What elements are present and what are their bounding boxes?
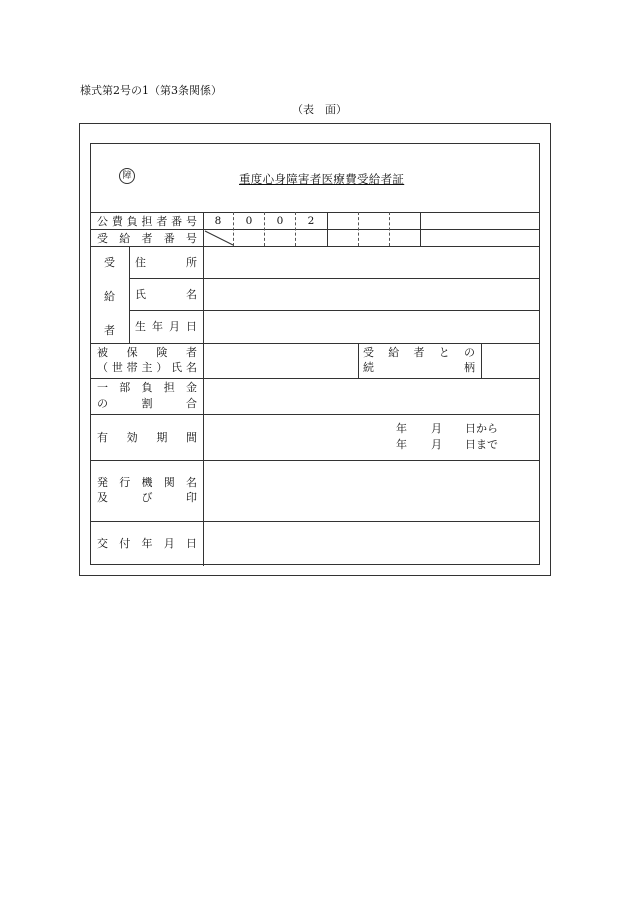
benefit-certificate-card [90,143,540,565]
validity-from-day: 日から [465,422,498,435]
copay-label: 一 部 負 担 金 [97,381,197,394]
divider [91,343,539,344]
digit-separator [327,212,328,246]
divider [91,460,539,461]
number-end-divider [420,212,421,246]
address-label: 住 所 [135,256,197,269]
divider [91,246,539,247]
blank-slash [204,230,234,246]
payer-digit: 0 [276,215,284,227]
payer-number-label: 公 費 負 担 者 番 号 [97,215,197,228]
payer-digit: 8 [214,215,222,227]
issuer-label-sub: 及 び 印 [97,491,197,504]
digit-separator [358,212,359,246]
disability-seal-icon: 障 [119,168,135,184]
divider [91,414,539,415]
validity-from-month: 月 [431,422,442,435]
divider [91,378,539,379]
recipient-group-char: 者 [104,324,115,337]
payer-digit: 2 [307,215,315,227]
recipient-number-label: 受 給 者 番 号 [97,232,197,245]
relation-divider-right [481,343,482,378]
validity-from-year: 年 [396,422,407,435]
relation-label-sub: 続 柄 [363,361,475,374]
divider [91,521,539,522]
insured-label: 被 保 険 者 [97,346,197,359]
label-column-divider [203,212,204,566]
form-number: 様式第2号の1（第3条関係） [80,84,222,97]
validity-to-day: 日まで [465,438,498,451]
relation-label: 受 給 者 と の [363,346,475,359]
issue-date-label: 交 付 年 月 日 [97,537,197,550]
side-label: （表 面） [292,103,347,116]
title-row [91,144,539,213]
validity-to-year: 年 [396,438,407,451]
name-label: 氏 名 [135,288,197,301]
divider [91,229,539,230]
divider [129,310,539,311]
birthdate-label: 生 年 月 日 [135,320,197,333]
issuer-label: 発 行 機 関 名 [97,476,197,489]
copay-label-sub: の 割 合 [97,397,197,410]
certificate-title: 重度心身障害者医療費受給者証 [239,172,405,186]
payer-digit: 0 [245,215,253,227]
validity-label: 有 効 期 間 [97,431,197,444]
relation-divider-left [358,343,359,378]
insured-label-sub: （ 世 帯 主 ） 氏 名 [97,361,197,374]
recipient-group-char: 受 [104,256,115,269]
recipient-group-divider [129,246,130,343]
validity-to-month: 月 [431,438,442,451]
recipient-group-char: 給 [104,290,115,303]
divider [129,278,539,279]
digit-separator [389,212,390,246]
